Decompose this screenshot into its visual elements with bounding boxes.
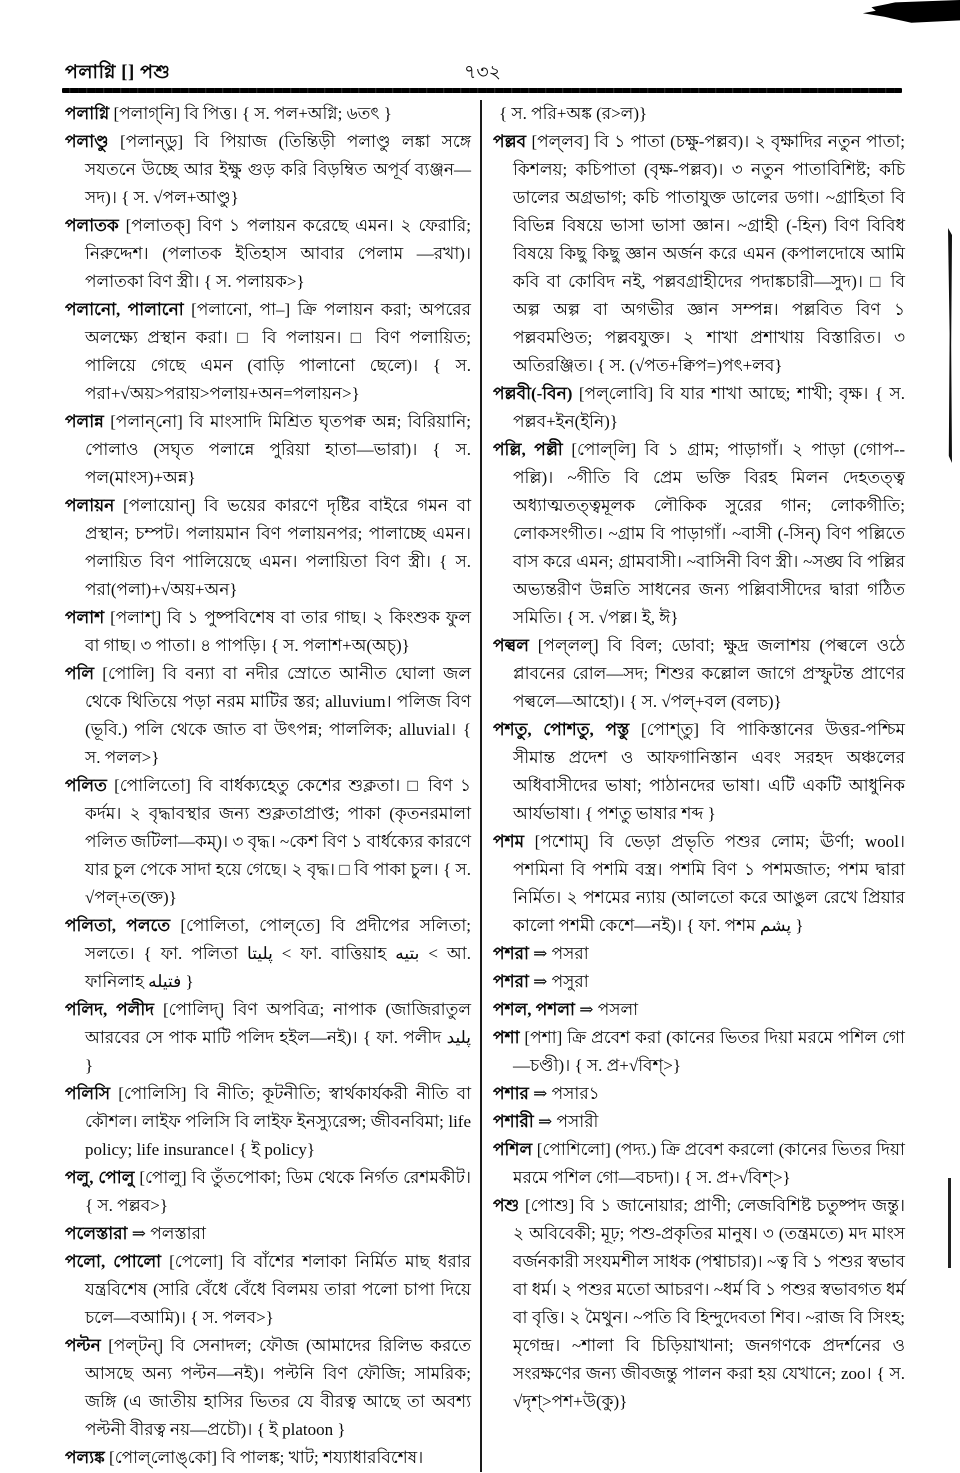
entry-body: [পল্‌লল্‌] বি বিল; ডোবা; ক্ষুদ্র জলাশয় (পল্বলে ওঠে প্লাবনের রোল—সদ; শিশুর কল্লোল জাগে প্রস্ফুটন্ত প্রাণের পল্বলে—আহো)। { স. √পল্‌+বল (বলচ)} [513,636,905,711]
dictionary-entry [493,996,905,1024]
dictionary-entry [65,100,471,128]
entry-headword: পশরা [493,972,529,991]
entry-body: [পলায়োন্‌] বি ভয়ের কারণে দৃষ্টির বাইরে গমন বা প্রস্থান; চম্পট। পলায়মান বিণ পলায়নপর; পালাচ্ছে এমন। পলায়িত বিণ পালিয়েছে এমন। পলায়িতা বিণ স্ত্রী। { স. পরা(পলা)+√অয়+অন} [85,496,471,599]
entry-body: [পল্‌লোবি] বি যার শাখা আছে; শাখী; বৃক্ষ। { স. পল্লব+ইন(ইনি)} [513,384,905,431]
entry-body: [পশোম্‌] বি ভেড়া প্রভৃতি পশুর লোম; ঊর্ণা; wool। পশমিনা বি পশমি বস্ত্র। পশমি বিণ ১ পশমজাত; পশম দ্বারা নির্মিত। ২ পশমের ন্যায় (আলতো করে আঙুল রেখে প্রিয়ার কালো পশমী কেশে—নই)। { ফা. পশম پشم } [513,832,905,935]
dictionary-entry [493,940,905,968]
entry-headword: পলানো, পালানো [65,300,184,319]
dictionary-entry [493,716,905,828]
entry-headword: পশিল [493,1140,533,1159]
entry-body: ⇒ পসুরা [528,972,589,991]
dictionary-entry [65,1248,471,1332]
entry-headword: পশম [493,832,525,851]
entry-headword: পশল, পশলা [493,1000,575,1019]
entry-headword: পলি [65,664,95,683]
entry-body: [পলান্‌নো] বি মাংসাদি মিশ্রিত ঘৃতপক্ব অন্ন; বিরিয়ানি; পোলাও (সঘৃত পলান্নে পুরিয়া হাতা—ভারা)। { স. পল(মাংস)+অন্ন} [85,412,471,487]
dictionary-entry [493,632,905,716]
entry-body: [পোল্‌লি] বি ১ গ্রাম; পাড়াগাঁ। ২ পাড়া (গোপ--পল্লি)। ~গীতি বি প্রেম ভক্তি বিরহ মিলন দেহতত্ত্ব অধ্যাত্মতত্ত্বমূলক লৌকিক সুরের গান; লোকগীতি; লোকসংগীত। ~গ্রাম বি পাড়াগাঁ। ~বাসী (-সিন্‌) বিণ পল্লিতে বাস করে এমন; গ্রামবাসী। ~বাসিনী বিণ স্ত্রী। ~সঙ্ঘ বি পল্লির অভ্যন্তরীণ উন্নতি সাধনের জন্য পল্লিবাসীদের দ্বারা গঠিত সমিতি। { স. √পল্ল। ই, ঈ} [513,440,905,627]
entry-headword: পশার [493,1084,529,1103]
scan-edge-mark [948,228,952,463]
text-columns [65,100,905,1472]
entry-body: [পশা] ক্রি প্রবেশ করা (কানের ভিতর দিয়া মরমে পশিল গো—চণ্ডী)। { স. প্র+√বিশ্‌>} [513,1028,905,1075]
dictionary-entry [65,1444,471,1472]
entry-headword: পলিদ, পলীদ [65,1000,155,1019]
entry-headword: পশারী [493,1112,534,1131]
entry-headword: পশু [493,1196,520,1215]
dictionary-entry [65,660,471,772]
entry-body: [পোল্‌লোঙ্‌কো] বি পালঙ্ক; খাট; শয্যাধারবিশেষ। [104,1448,424,1467]
entry-headword: পলাগ্নি [65,104,110,123]
entry-headword: পলু, পোলু [65,1168,135,1187]
dictionary-entry [493,100,905,128]
dictionary-entry [493,1108,905,1136]
entry-body: ⇒ পসলা [574,1000,639,1019]
entry-body: ⇒ পসার১ [528,1084,600,1103]
entry-headword: পলাশ [65,608,105,627]
entry-body: [পলাগ্‌নি] বি পিত্ত। { স. পল+অগ্নি; ৬তৎ } [109,104,392,123]
entry-headword: পল্বল [493,636,529,655]
entry-body: ⇒ পলস্তারা [127,1224,206,1243]
dictionary-entry [493,436,905,632]
dictionary-entry [65,492,471,604]
entry-headword: পল্লবী(-বিন) [493,384,573,403]
entry-body: ⇒ পসরা [528,944,589,963]
entry-headword: পলাণ্ডু [65,132,109,151]
entry-headword: পলান্ন [65,412,104,431]
dictionary-entry [65,772,471,912]
entry-body: [পল্‌টন্‌] বি সেনাদল; ফৌজ (আমাদের রিলিভ করতে আসছে অন্য পল্টন—নই)। পল্টনি বিণ ফৌজি; সামরিক; জঙ্গি (এ জাতীয় হাসির ভিতর যে বীরত্ব আছে তা অবশ্য পল্টনী বীরত্ব নয়—প্রচৌ)। { ই platoon } [85,1336,471,1439]
dictionary-entry [65,1080,471,1164]
dictionary-entry [65,912,471,996]
entry-headword: পল্লব [493,132,527,151]
scan-edge-mark [948,1178,951,1268]
dictionary-entry [493,1024,905,1080]
dictionary-entry [65,212,471,296]
dictionary-entry [493,1136,905,1192]
dictionary-entry [493,1192,905,1416]
dictionary-entry [493,380,905,436]
entry-headword: পলিত [65,776,107,795]
dictionary-entry [65,604,471,660]
dictionary-entry [493,828,905,940]
entry-headword: পলো, পোলো [65,1252,162,1271]
right-column [482,100,905,1472]
entry-body: [পোলিসি] বি নীতি; কূটনীতি; স্বার্থকার্যকরী নীতি বা কৌশল। লাইফ পলিসি বি লাইফ ইনস্যুরেন্স; জীবনবিমা; life policy; life insurance। { ই policy} [85,1084,471,1159]
entry-headword: পশা [493,1028,520,1047]
entry-body: [পোলু] বি তুঁতপোকা; ডিম থেকে নির্গত রেশমকীট। { স. পল্লব>} [85,1168,471,1215]
entry-headword: পল্লি, পল্লী [493,440,563,459]
entry-body: [পলানো, পা–] ক্রি পলায়ন করা; অপরের অলক্ষ্যে প্রস্থান করা। □ বি পলায়ন। □ বিণ পলায়িত; পালিয়ে গেছে এমন (বাড়ি পালানো ছেলে)। { স. পরা+√অয়>পরায়>পলায়+অন=পলায়ন>} [85,300,471,403]
entry-body: [পল্‌লব] বি ১ পাতা (চক্ষু-পল্লব)। ২ বৃক্ষাদির নতুন পাতা; কিশলয়; কচিপাতা (বৃক্ষ-পল্লব)। ৩ নতুন পাতাবিশিষ্ট; কচি ডালের অগ্রভাগ; কচি পাতাযুক্ত ডালের ডগা। ~গ্রাহিতা বি বিভিন্ন বিষয়ে ভাসা ভাসা জ্ঞান। ~গ্রাহী (-হিন) বিণ বিবিধ বিষয়ে কিছু কিছু জ্ঞান অর্জন করে এমন (কপালদোষে আমি কবি বা কোবিদ নই, পল্লবগ্রাহীদের পদাঙ্কচারী—সুদ)। □ বি অল্প অল্প বা অগভীর জ্ঞান সম্পন্ন। পল্লবিত বিণ ১ পল্লবমণ্ডিত; পল্লবযুক্ত। ২ শাখা প্রশাখায় বিস্তারিত। ৩ অতিরঞ্জিত। { স. (√পত+ক্বিপ=)পৎ+লব} [513,132,905,375]
entry-body: [পোশ্‌তু] বি পাকিস্তানের উত্তর-পশ্চিম সীমান্ত প্রদেশ ও আফগানিস্তান এবং সরহদ অঞ্চলের অধিবাসীদের ভাষা; পাঠানদের ভাষা। এটি একটি আধুনিক আর্যভাষা। { পশতু ভাষার শব্দ } [513,720,905,823]
entry-headword: পলাতক [65,216,119,235]
entry-headword: পলেস্তারা [65,1224,128,1243]
guide-words: পলাগ্নি [] পশু [65,62,171,83]
entry-headword: পলিতা, পলতে [65,916,171,935]
entry-body: { স. পরি+অঙ্ক (র>ল)} [499,104,648,123]
entry-body: [পোশিলো] (পদ্য.) ক্রি প্রবেশ করলো (কানের ভিতর দিয়া মরমে পশিল গো—বচদা)। { স. প্র+√বিশ্‌>} [513,1140,905,1187]
dictionary-entry [65,408,471,492]
entry-body: [পোলিতো] বি বার্ধক্যহেতু কেশের শুক্লতা। □ বিণ ১ কর্দম। ২ বৃদ্ধাবস্থার জন্য শুক্লতাপ্রাপ্ত; পাকা (কৃতনরমালা পলিত জটিলা—কম্‌)। ৩ বৃদ্ধ। ~কেশ বিণ ১ বার্ধক্যের কারণে যার চুল পেকে সাদা হয়ে গেছে। ২ বৃদ্ধ। □ বি পাকা চুল। { স. √পল্‌+ত(ক্ত)} [85,776,471,907]
entry-body: [পোলি] বি বন্যা বা নদীর স্রোতে আনীত ঘোলা জল থেকে থিতিয়ে পড়া নরম মাটির স্তর; alluvium। পলিজ বিণ (ভূবি.) পলি থেকে জাত বা উৎপন্ন; পাললিক; alluvial। { স. পলল>} [85,664,471,767]
entry-body: [পলাতক্‌] বিণ ১ পলায়ন করেছে এমন। ২ ফেরারি; নিরুদ্দেশ। (পলাতক ইতিহাস আবার পেলাম —রখা)। পলাতকা বিণ স্ত্রী। { স. পলায়ক>} [85,216,471,291]
page-header [65,58,900,88]
dictionary-entry [65,1164,471,1220]
dictionary-entry [65,1220,471,1248]
scan-smudge-corner [852,0,960,24]
entry-headword: পল্টন [65,1336,101,1355]
entry-headword: পল্যঙ্ক [65,1448,105,1467]
entry-headword: পলিসি [65,1084,111,1103]
left-column [65,100,482,1472]
header-rule [62,88,902,93]
entry-body: [পোশু] বি ১ জানোয়ার; প্রাণী; লেজবিশিষ্ট চতুষ্পদ জন্তু। ২ অবিবেকী; মূঢ়; পশু-প্রকৃতির মানুষ। ৩ (তন্ত্রমতে) মদ মাংস বর্জনকারী সংযমশীল সাধক (পশ্বাচার)। ~ত্ব বি ১ পশুর স্বভাব বা ধর্ম। ২ পশুর মতো আচরণ। ~ধর্ম বি ১ পশুর স্বভাবগত ধর্ম বা বৃত্তি। ২ মৈথুন। ~পতি বি হিন্দুদেবতা শিব। ~রাজ বি সিংহ; মৃগেন্দ্র। ~শালা বি চিড়িয়াখানা; জনগণকে প্রদর্শনের ও সংরক্ষণের জন্য জীবজন্তু পালন করা হয় যেখানে; zoo। { স. √দৃশ্‌>পশ+উ(কু)} [513,1196,905,1411]
page-number: ৭৩২ [463,62,502,83]
dictionary-entry [65,296,471,408]
entry-body: [পলান্‌ডু] বি পিয়াজ (তিন্তিড়ী পলাণ্ডু লঙ্কা সঙ্গে সযতনে উচ্ছে আর ইক্ষু গুড় করি বিড়ম্বিত অপূর্ব ব্যঞ্জন—সদ)। { স. √পল+আণ্ডু} [85,132,471,207]
entry-body: [পলাশ্‌] বি ১ পুষ্পবিশেষ বা তার গাছ। ২ কিংশুক ফুল বা গাছ। ৩ পাতা। ৪ পাপড়ি। { স. পলাশ+অ(অচ্‌)} [85,608,471,655]
dictionary-entry [65,996,471,1080]
entry-headword: পশরা [493,944,529,963]
entry-body: [পোলিতা, পোল্‌তে] বি প্রদীপের সলিতা; সলতে। { ফা. পলিতা پلیتا < ফা. বাত্তিয়াহ بتیه < আ. ফানিলাহ فتیله } [85,916,471,991]
entry-body: [পোলিদ্‌] বিণ অপবিত্র; নাপাক (জাজিরাতুল আরবের সে পাক মাটি পলিদ হইল—নই)। { ফা. পলীদ پلید } [85,1000,471,1075]
entry-headword: পশতু, পোশতু, পস্তু [493,720,630,739]
dictionary-entry [65,1332,471,1444]
entry-body: [পেলো] বি বাঁশের শলাকা নির্মিত মাছ ধরার যন্ত্রবিশেষ (সারি বেঁধে বেঁধে বিলময় তারা পলো চাপা দিয়ে চলে—বআমি)। { স. পলব>} [85,1252,471,1327]
dictionary-entry [493,968,905,996]
entry-headword: পলায়ন [65,496,115,515]
dictionary-entry [493,1080,905,1108]
dictionary-entry [493,128,905,380]
dictionary-entry [65,128,471,212]
entry-body: ⇒ পসারী [533,1112,599,1131]
